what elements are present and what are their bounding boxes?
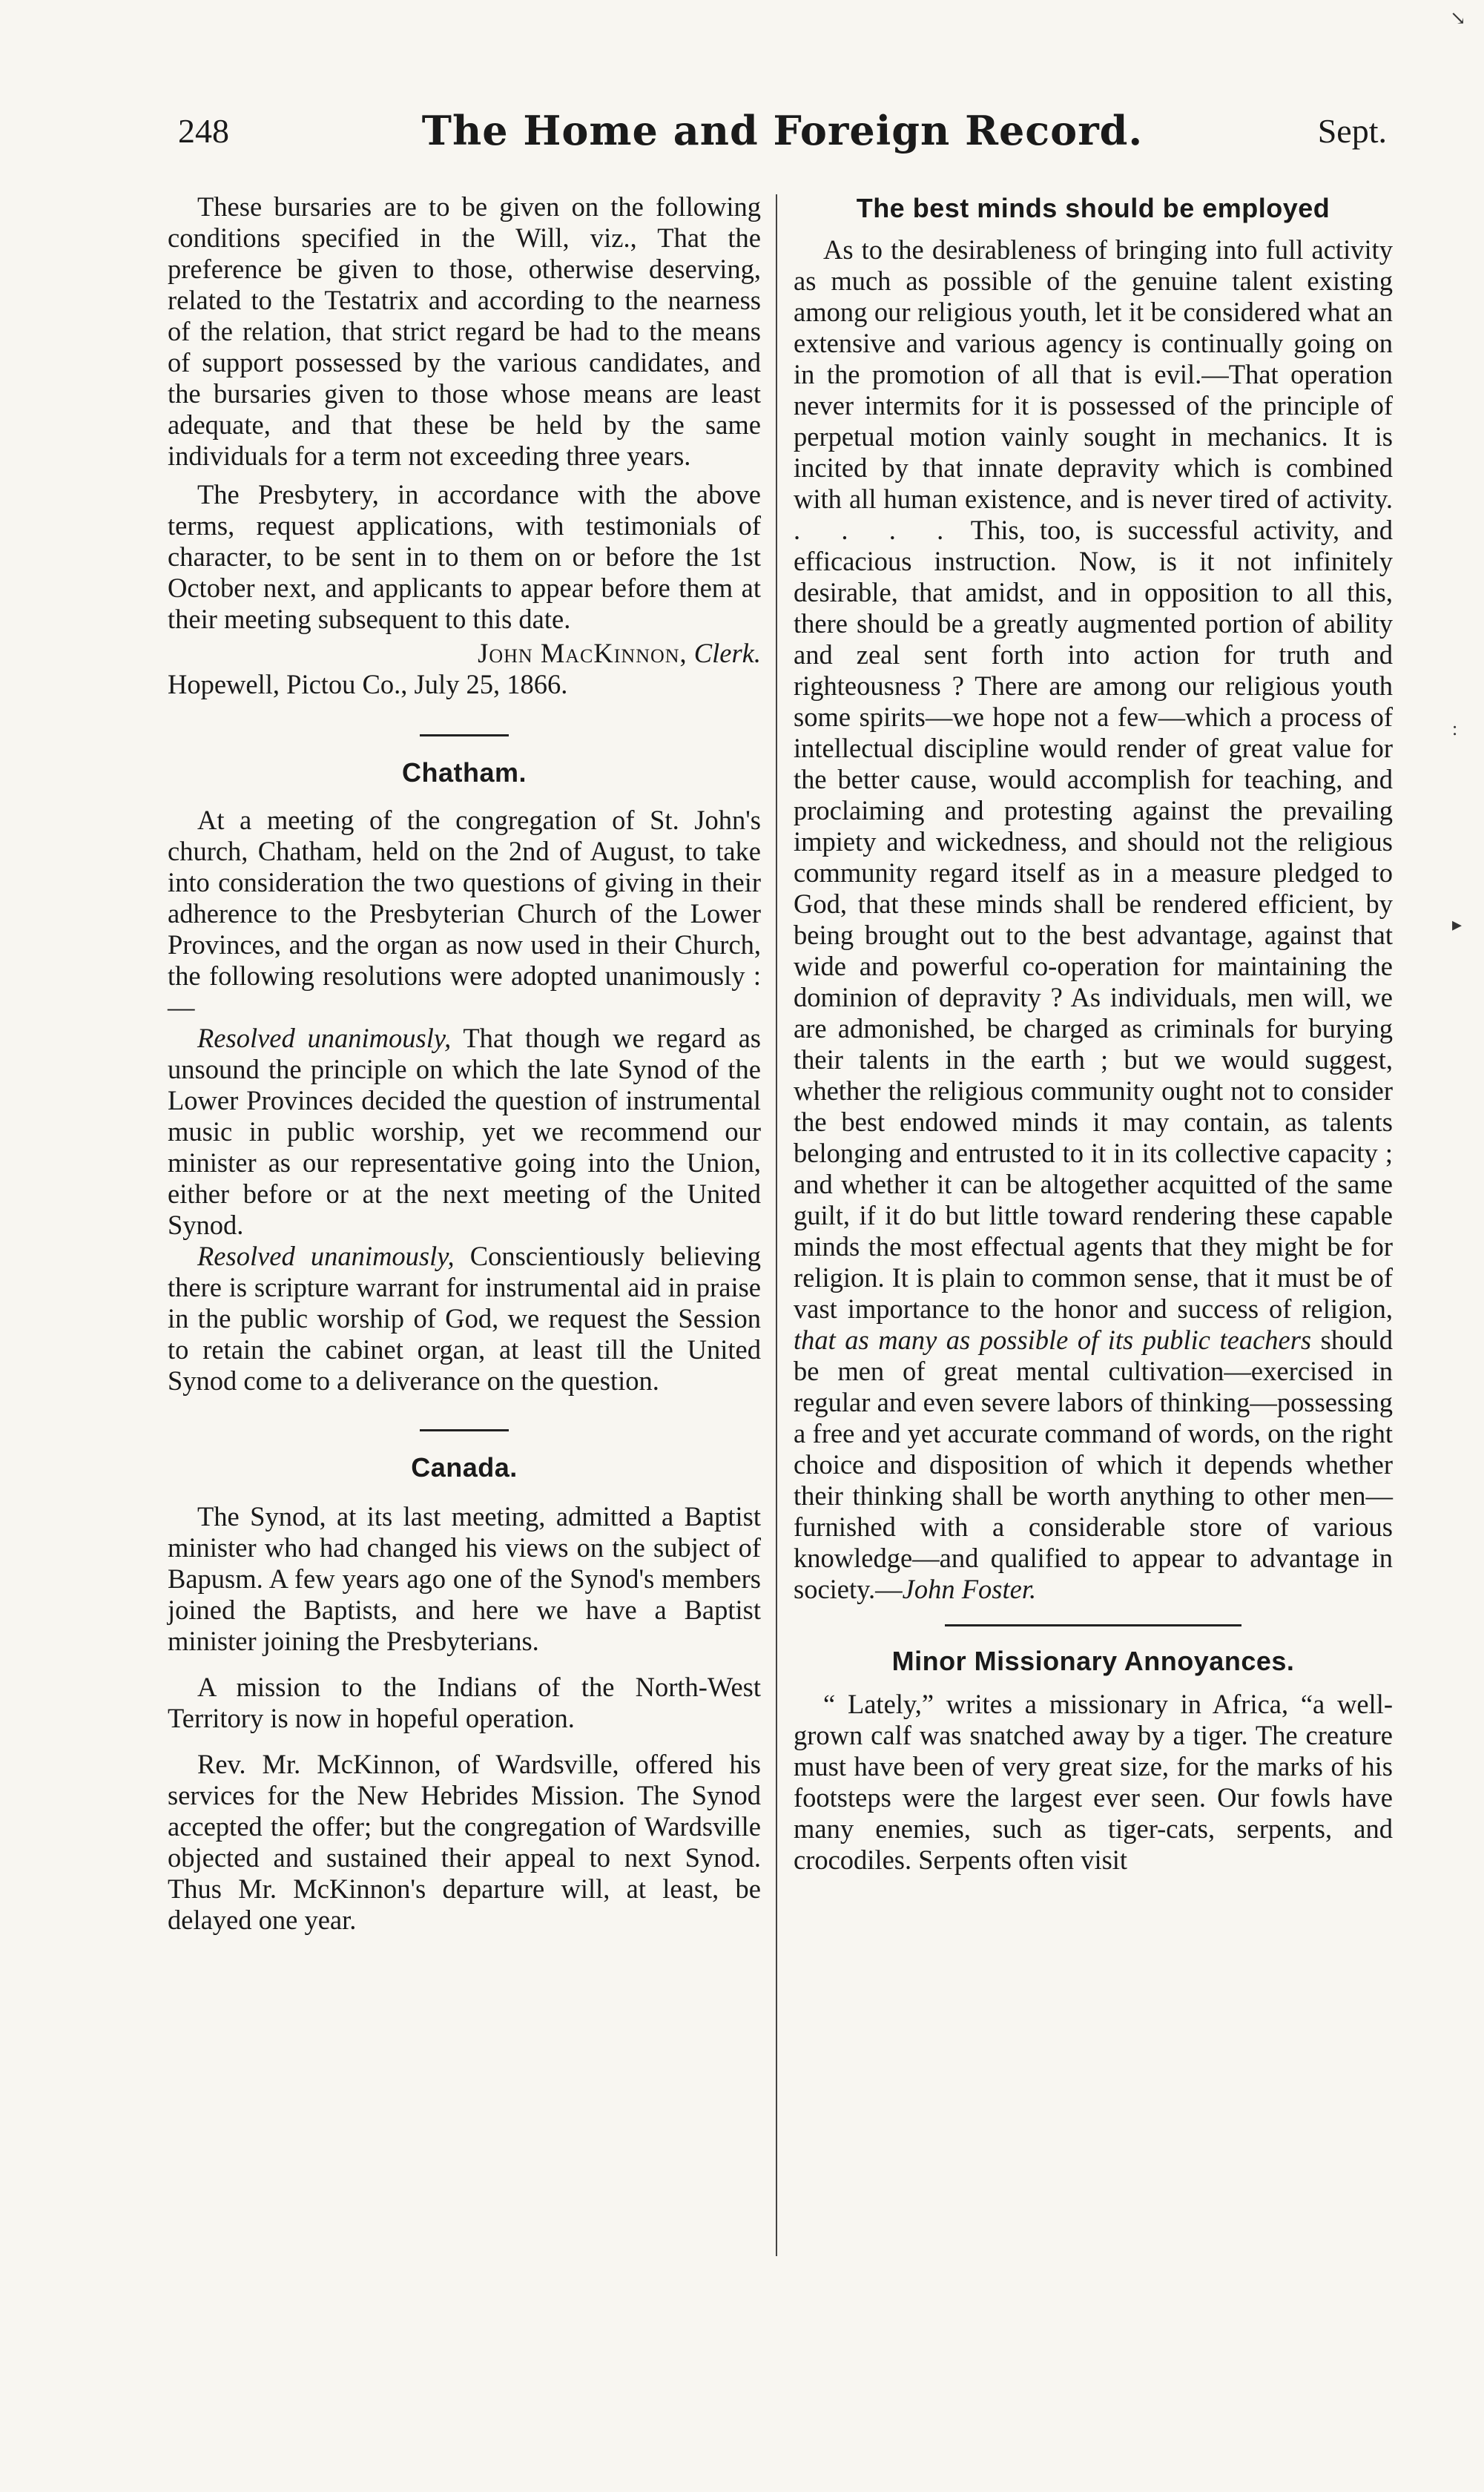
chatham-heading: Chatham. xyxy=(401,757,527,788)
resolution-1-lead: Resolved unanimously, xyxy=(197,1023,452,1053)
left-column xyxy=(168,191,761,1936)
resolution-2-lead: Resolved unanimously, xyxy=(197,1241,455,1271)
minor-annoyances-paragraph: “ Lately,” writes a missionary in Africa, “a well-grown calf was snatched away by a tiger. The creature must have been of very great size, for the marks of his footsteps were the largest ever seen. Our fowls have many enemies, such as tiger-cats, serpents, and crocodiles. Serpents often visit xyxy=(794,1689,1393,1875)
dateline: Hopewell, Pictou Co., July 25, 1866. xyxy=(168,669,568,699)
chatham-intro: At a meeting of the congregation of St. John's church, Chatham, held on the 2nd of August, to take into consideration the two questions of giving in their adherence to the Presbyterian Church of the Lower Provinces, and the organ as now used in their Church, the following resolutions were adopted unanimously :— xyxy=(168,805,761,1022)
clerk-signature xyxy=(168,638,761,669)
resolution-2-text: Conscientiously believing there is scripture warrant for instrumental aid in praise in the public worship of God, we request the Session to retain the cabinet organ, at least till the United Synod come to a deliverance on the question. xyxy=(168,1241,762,1396)
chatham-resolution-1 xyxy=(168,1023,761,1241)
best-minds-heading: The best minds should be employed xyxy=(856,193,1330,223)
margin-mark-top: ↘ xyxy=(1450,7,1466,29)
section-rule xyxy=(420,734,509,736)
best-minds-text-c: should be men of great mental cultivation—exercised in regular and even severe labors of thinking—possessing a free and yet accurate command of words, on the right choice and disposition of which it depends whether their thinking shall be worth anything to other men—furnished with a considerable store of various knowledge—and qualified to appear to advantage in society.— xyxy=(794,1325,1393,1604)
canada-paragraph-2: A mission to the Indians of the North-West Territory is now in hopeful operation. xyxy=(168,1672,761,1733)
clerk-role: Clerk. xyxy=(693,638,761,668)
page-header xyxy=(178,107,1387,171)
canada-paragraph-1: The Synod, at its last meeting, admitted a Baptist minister who had changed his views on the subject of Bapusm. A few years ago one of the Synod's members joined the Baptists, and here we have a Baptist minister joining the Presbyterians. xyxy=(168,1501,761,1656)
section-rule xyxy=(420,1429,509,1431)
margin-mark-mid: : xyxy=(1452,718,1458,739)
best-minds-author: John Foster. xyxy=(902,1574,1037,1604)
presbytery-paragraph: The Presbytery, in accordance with the above terms, request applications, with testimonials of character, to be sent in to them on or before the 1st October next, and applicants to appear before them at their meeting subsequent to this date. xyxy=(168,479,761,634)
bursary-paragraph: These bursaries are to be given on the following conditions specified in the Will, viz., That the preference be given to those, otherwise deserving, related to the Testatrix and according to the nearness of the relation, that strict regard be had to the means of support possessed by the various candidates, and the bursaries given to those whose means are least adequate, and that these be held by the same individuals for a term not exceeding three years. xyxy=(168,191,761,471)
clerk-name: John MacKinnon, xyxy=(478,638,687,668)
margin-mark-low: ▸ xyxy=(1452,914,1462,935)
month-label: Sept. xyxy=(1317,112,1387,150)
canada-heading: Canada. xyxy=(411,1452,518,1483)
running-title: The Home and Foreign Record. xyxy=(421,107,1144,154)
best-minds-paragraph xyxy=(794,234,1393,1605)
section-rule xyxy=(945,1624,1241,1626)
canada-paragraph-3: Rev. Mr. McKinnon, of Wardsville, offered his services for the New Hebrides Mission. The Synod accepted the offer; but the congregation of Wardsville objected and sustained their appeal to next Synod. Thus Mr. McKinnon's departure will, at least, be delayed one year. xyxy=(168,1749,761,1935)
resolution-1-text: That though we regard as unsound the principle on which the late Synod of the Lower Provinces decided the question of instrumental music in public worship, yet we recommend our minister as our representative going into the Union, either before or at the next meeting of the United Synod. xyxy=(168,1023,761,1240)
page-number: 248 xyxy=(178,112,229,150)
minor-annoyances-heading: Minor Missionary Annoyances. xyxy=(891,1646,1295,1676)
best-minds-italic: that as many as possible of its public teachers xyxy=(794,1325,1312,1355)
chatham-resolution-2 xyxy=(168,1241,761,1397)
column-divider xyxy=(776,194,777,2256)
right-column xyxy=(794,191,1393,1876)
best-minds-text-b: This, too, is successful activity, and efficacious instruction. Now, is it not infinitely desirable, that amidst, and in opposition to all this, there should be a greatly augmented portion of ability and zeal sent forth into action for truth and righteousness ? There are among our religious youth some spirits—we hope not a few—which a process of intellectual discipline would render of great value for the better cause, would accomplish for teaching, and proclaiming and protesting against the prevailing impiety and wickedness, and should not the religious community regard itself as in a measure pledged to God, that these minds shall be rendered efficient, by being brought out to the best advantage, against that wide and powerful co-operation for maintaining the dominion of depravity ? As individuals, men will, we are admonished, be charged as criminals for burying their talents in the earth ; but we would suggest, whether the religious community ought not to consider the best endowed minds it may contain, as talents belonging and entrusted to it in its collective capacity ; and whether it can be altogether acquitted of the same guilt, if it do but little toward rendering these capable minds the most effectual agents that they might be for religion. It is plain to common sense, that it must be of vast importance to the honor and success of religion, xyxy=(794,515,1393,1324)
ellipsis: . . . . xyxy=(794,515,957,545)
best-minds-text-a: As to the desirableness of bringing into full activity as much as possible of the genuine talent existing among our religious youth, let it be considered what an extensive and various agency is continually going on in the promotion of all that is evil.—That operation never intermits for it is possessed of the principle of perpetual motion vainly sought in mechanics. It is incited by that innate depravity which is combined with all human existence, and is never tired of activity. xyxy=(794,234,1393,514)
